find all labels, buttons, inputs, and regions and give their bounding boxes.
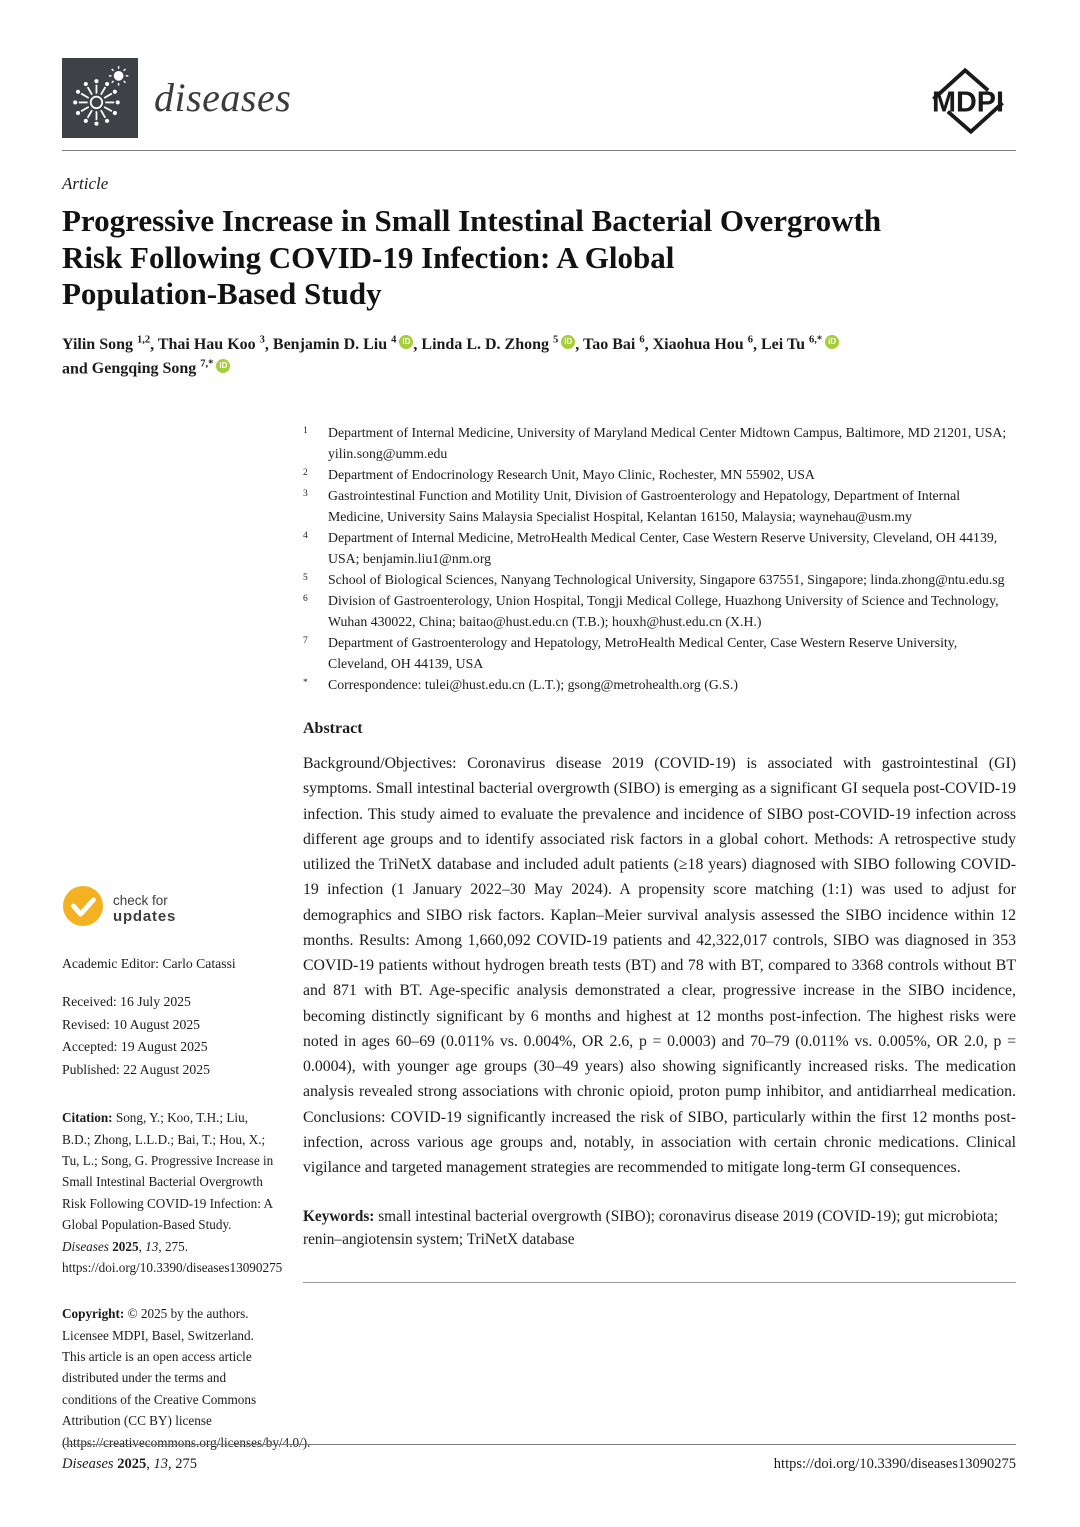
main-column	[303, 423, 1016, 1453]
author-name: Yilin Song $^{1,2}$	[62, 334, 151, 354]
citation-journal: Diseases	[62, 1238, 109, 1254]
history-date-line: Received: 16 July 2025	[62, 994, 191, 1010]
copyright-text: © 2025 by the authors. Licensee MDPI, Basel, Switzerland. This article is an open access article distributed under the terms and conditions of the Creative Commons Attribution (CC BY) license (https://creativecommons.org/licenses/by/4.0/).	[62, 1306, 311, 1450]
affiliation-marker: 4	[303, 531, 308, 542]
author-name: Lei Tu $^{6,*}$ iD	[761, 336, 839, 353]
keywords-divider	[303, 1282, 1016, 1283]
affiliation-text: Correspondence: tulei@hust.edu.cn (L.T.); gsong@metrohealth.org (G.S.)	[328, 677, 738, 693]
page-title: Progressive Increase in Small Intestinal Bacterial Overgrowth Risk Following COVID-19 Infection: A Global Population-Based Study	[62, 203, 882, 312]
affiliation-text: School of Biological Sciences, Nanyang Technological University, Singapore 637551, Singapore; linda.zhong@ntu.edu.sg	[328, 572, 1005, 588]
author-name: Gengqing Song $^{7,*}$ iD	[92, 360, 231, 377]
affiliation-marker: 7	[303, 636, 308, 647]
citation-year: 2025	[108, 1238, 139, 1254]
abstract-body: Background/Objectives: Coronavirus disease 2019 (COVID-19) is associated with gastrointestinal (GI) symptoms. Small intestinal bacterial overgrowth (SIBO) is emerging as a significant GI sequela post-COVID-19 infection. This study aimed to evaluate the prevalence and incidence of SIBO post-COVID-19 infection across different age groups and to identify associated risk factors in a global cohort. Methods: A retrospective study utilized the TriNetX database and included adult patients (≥18 years) diagnosed with SIBO following COVID-19 infection (1 January 2022–30 May 2024). A propensity score matching (1:1) was used to adjust for demographics and SIBO risk factors. Kaplan–Meier survival analysis assessed the SIBO incidence within 12 months. Results: Among 1,660,092 COVID-19 patients and 42,322,017 controls, SIBO was diagnosed in 353 COVID-19 patients without hydrogen breath tests (BT) and 78 with BT, compared to 3368 controls without BT and 871 with BT. Age-specific analysis demonstrated a clear, progressive increase in the SIBO incidence, becoming distinctly significant by 6 months and highest at 12 months post-infection. The highest risks were noted in ages 60–69 (0.011% vs. 0.004%, OR 2.6, p = 0.0003) and 70–79 (0.011% vs. 0.005%, OR 2.0, p = 0.0004), with younger age groups (30–49 years) also showing significantly increased risks. The medication analysis revealed strong associations with chronic opioid, proton pump inhibitor, and antidiarrheal medication. Conclusions: COVID-19 significantly increased the risk of SIBO, particularly within the first 12 months post-infection, across various age groups and, notably, in association with certain chronic medications. Clinical vigilance and targeted management strategies are recommended to mitigate long-term GI consequences.	[303, 754, 1016, 1177]
affiliation-row	[303, 465, 1016, 486]
author-name: Xiaohua Hou $^6$	[652, 334, 753, 354]
author-name: Benjamin D. Liu $^4$ iD	[273, 336, 414, 353]
affiliation-list	[303, 423, 1016, 696]
left-sidebar	[62, 423, 311, 1453]
footer-journal-ref: Diseases 2025, 13, 275	[62, 1456, 197, 1472]
affiliation-row	[303, 633, 1016, 675]
affiliation-marker: 2	[303, 468, 308, 479]
article-type-label: Article	[62, 174, 109, 193]
affiliation-text: Department of Gastroenterology and Hepatology, MetroHealth Medical Center, Case Western Reserve University, Cleveland, OH 44139, USA	[328, 635, 958, 672]
footer-divider	[62, 1444, 1016, 1445]
mdpi-logo-text: MDPI	[932, 86, 1004, 119]
author-name: Tao Bai $^6$	[582, 334, 645, 354]
history-date-line: Accepted: 19 August 2025	[62, 1039, 208, 1055]
affiliation-marker: 3	[303, 489, 308, 500]
affiliation-row	[303, 486, 1016, 528]
citation-block: Citation: Song, Y.; Koo, T.H.; Liu, B.D.; Zhong, L.L.D.; Bai, T.; Hou, X.; Tu, L.; Song, G. Progressive Increase in Small Intestinal Bacterial Overgrowth Risk Following COVID-19 Infection: A Global Population-Based Study. Diseases 2025, 13, 275. https://doi.org/10.3390/diseases13090275	[62, 1110, 283, 1275]
orcid-icon[interactable]: iD	[399, 335, 413, 349]
affiliation-row	[303, 528, 1016, 570]
footer-doi-link[interactable]: https://doi.org/10.3390/diseases13090275	[773, 1456, 1016, 1472]
affiliation-text: Gastrointestinal Function and Motility Unit, Division of Gastroenterology and Hepatology, Department of Internal Medicine, University Sains Malaysia Specialist Hospital, Kelantan 16150, Malaysia; waynehau@usm.my	[328, 488, 961, 525]
orcid-icon[interactable]: iD	[216, 359, 230, 373]
page-footer	[62, 1444, 1016, 1473]
keywords-text: small intestinal bacterial overgrowth (SIBO); coronavirus disease 2019 (COVID-19); gut microbiota; renin–angiotensin system; TriNetX database	[303, 1207, 999, 1249]
abstract-heading: Abstract	[303, 719, 363, 737]
history-date-line: Revised: 10 August 2025	[62, 1016, 201, 1032]
check-for-updates-badge[interactable]	[62, 885, 275, 932]
affiliation-row	[303, 675, 1016, 696]
copyright-block	[62, 1303, 311, 1453]
affiliation-text: Department of Internal Medicine, University of Maryland Medical Center Midtown Campus, Baltimore, MD 21201, USA; yilin.song@umm.edu	[328, 425, 1007, 462]
copyright-label: Copyright:	[62, 1306, 125, 1322]
author-list: Yilin Song $^{1,2}$, Thai Hau Koo $^3$, Benjamin D. Liu $^4$ iD , Linda L. D. Zhong $^5$ iD , Tao Bai $^6$, Xiaohua Hou $^6$, Lei Tu $^{6,*}$ iD and Gengqing Song $^{7,*}$ iD	[62, 333, 1012, 382]
author-name: Linda L. D. Zhong $^5$ iD	[421, 336, 575, 353]
affiliation-row	[303, 591, 1016, 633]
check-icon	[62, 885, 104, 932]
header-divider	[62, 150, 1016, 151]
affiliation-row	[303, 423, 1016, 465]
citation-doi: , 275. https://doi.org/10.3390/diseases13090275	[62, 1238, 283, 1275]
check-badge-text: check for updates	[113, 892, 177, 926]
page-header	[62, 0, 1016, 140]
orcid-icon[interactable]: iD	[561, 335, 575, 349]
affiliation-row	[303, 570, 1016, 591]
content-row	[62, 423, 1016, 1453]
citation-volume: 13	[145, 1238, 159, 1254]
mdpi-logo[interactable]	[920, 60, 1016, 147]
affiliation-text: Department of Endocrinology Research Unit, Mayo Clinic, Rochester, MN 55902, USA	[328, 467, 815, 483]
citation-label: Citation:	[62, 1110, 113, 1126]
affiliation-text: Division of Gastroenterology, Union Hospital, Tongji Medical College, Huazhong University of Science and Technology, Wuhan 430022, China; baitao@hust.edu.cn (T.B.); houxh@hust.edu.cn (X.H.)	[328, 593, 999, 630]
citation-text: Song, Y.; Koo, T.H.; Liu, B.D.; Zhong, L.L.D.; Bai, T.; Hou, X.; Tu, L.; Song, G. Progressive Increase in Small Intestinal Bacterial Overgrowth Risk Following COVID-19 Infection: A Global Population-Based Study.	[62, 1110, 274, 1233]
affiliation-marker: 5	[303, 573, 308, 584]
history-date-line: Published: 22 August 2025	[62, 1061, 210, 1077]
journal-name: diseases	[154, 75, 292, 120]
affiliation-marker: 6	[303, 594, 308, 605]
history-dates	[62, 991, 275, 1081]
keywords-line	[303, 1205, 1016, 1252]
journal-logo[interactable]	[62, 58, 291, 138]
affiliation-marker: *	[303, 678, 308, 689]
affiliation-marker: 1	[303, 426, 308, 437]
virus-icon	[62, 58, 138, 138]
affiliation-text: Department of Internal Medicine, MetroHealth Medical Center, Case Western Reserve University, Cleveland, OH 44139, USA; benjamin.liu1@nm.org	[328, 530, 998, 567]
orcid-icon[interactable]: iD	[825, 335, 839, 349]
author-name: Thai Hau Koo $^3$	[157, 334, 265, 354]
keywords-label: Keywords:	[303, 1207, 375, 1225]
academic-editor-line: Academic Editor: Carlo Catassi	[62, 956, 236, 972]
